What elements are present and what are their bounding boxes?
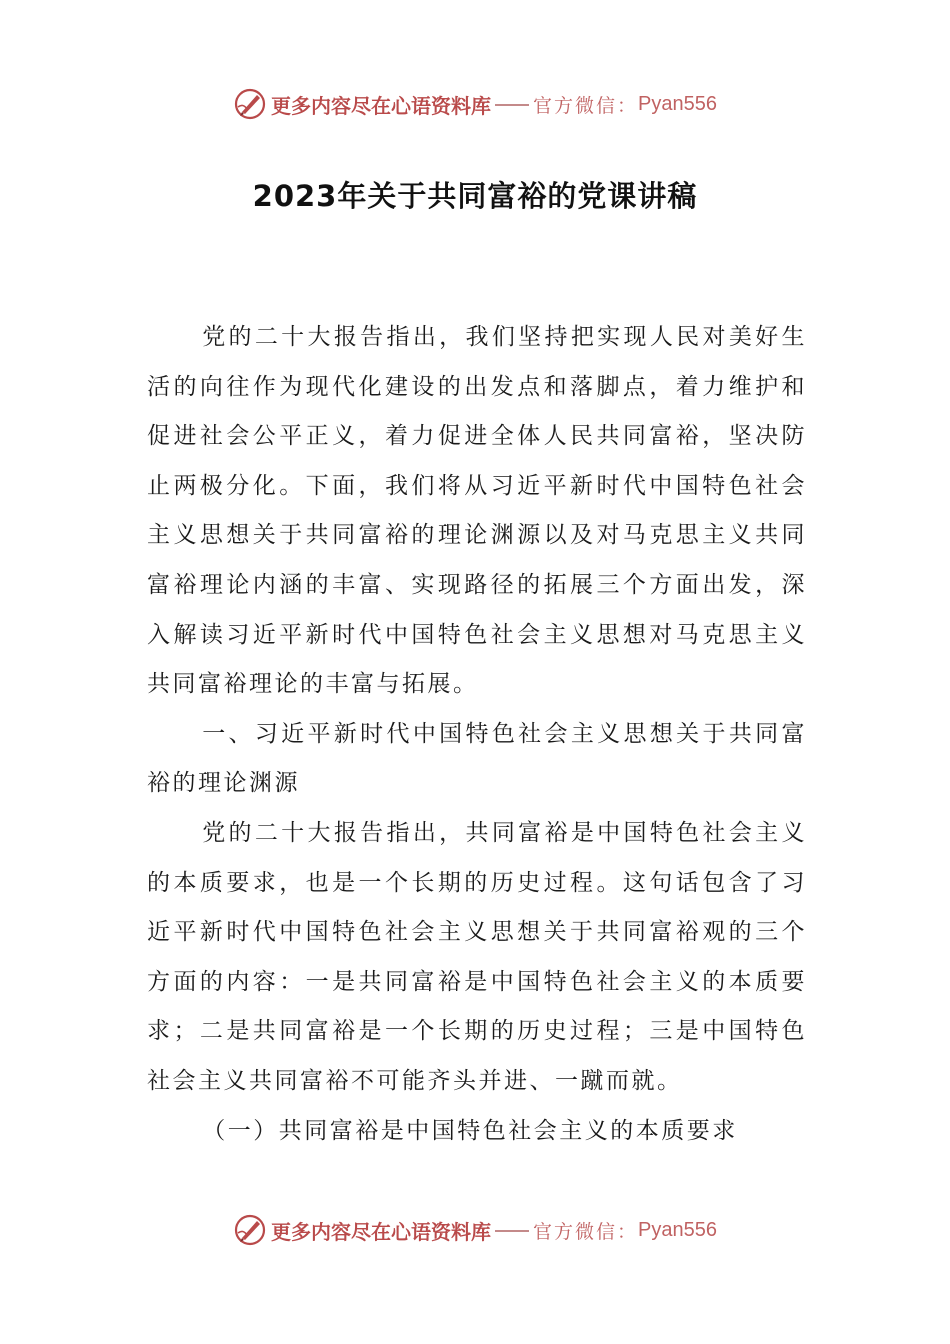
document-body — [147, 313, 807, 1156]
footer-banner — [0, 1210, 950, 1250]
banner-dash — [495, 1230, 529, 1232]
subsection-heading-1: （一）共同富裕是中国特色社会主义的本质要求 — [202, 1117, 738, 1144]
banner-dash — [495, 104, 529, 106]
paragraph-section-1: 党的二十大报告指出，共同富裕是中国特色社会主义的本质要求，也是一个长期的历史过程。这句话包含了习近平新时代中国特色社会主义思想关于共同富裕观的三个方面的内容：一是共同富裕是中国特色社会主义的本质要求；二是共同富裕是一个长期的历史过程；三是中国特色社会主义共同富裕不可能齐头并进、一蹴而就。 — [147, 819, 807, 1094]
banner-wechat-id: Pyan556 — [638, 1218, 717, 1241]
pen-logo-icon — [233, 87, 267, 121]
banner-brand-text: 更多内容尽在心语资料库 — [271, 1219, 491, 1244]
document-title: 2023年关于共同富裕的党课讲稿 — [252, 179, 698, 213]
header-banner — [0, 84, 950, 124]
banner-brand-text: 更多内容尽在心语资料库 — [271, 93, 491, 118]
banner-wechat-label: 官方微信： — [533, 1220, 639, 1243]
section-heading-1: 一、习近平新时代中国特色社会主义思想关于共同富裕的理论渊源 — [147, 720, 807, 797]
banner-wechat-id: Pyan556 — [638, 92, 717, 115]
banner-wechat-label: 官方微信： — [533, 94, 639, 117]
paragraph-intro: 党的二十大报告指出，我们坚持把实现人民对美好生活的向往作为现代化建设的出发点和落脚点，着力维护和促进社会公平正义，着力促进全体人民共同富裕，坚决防止两极分化。下面，我们将从习近平新时代中国特色社会主义思想关于共同富裕的理论渊源以及对马克思主义共同富裕理论内涵的丰富、实现路径的拓展三个方面出发，深入解读习近平新时代中国特色社会主义思想对马克思主义共同富裕理论的丰富与拓展。 — [147, 324, 807, 698]
pen-logo-icon — [233, 1213, 267, 1247]
